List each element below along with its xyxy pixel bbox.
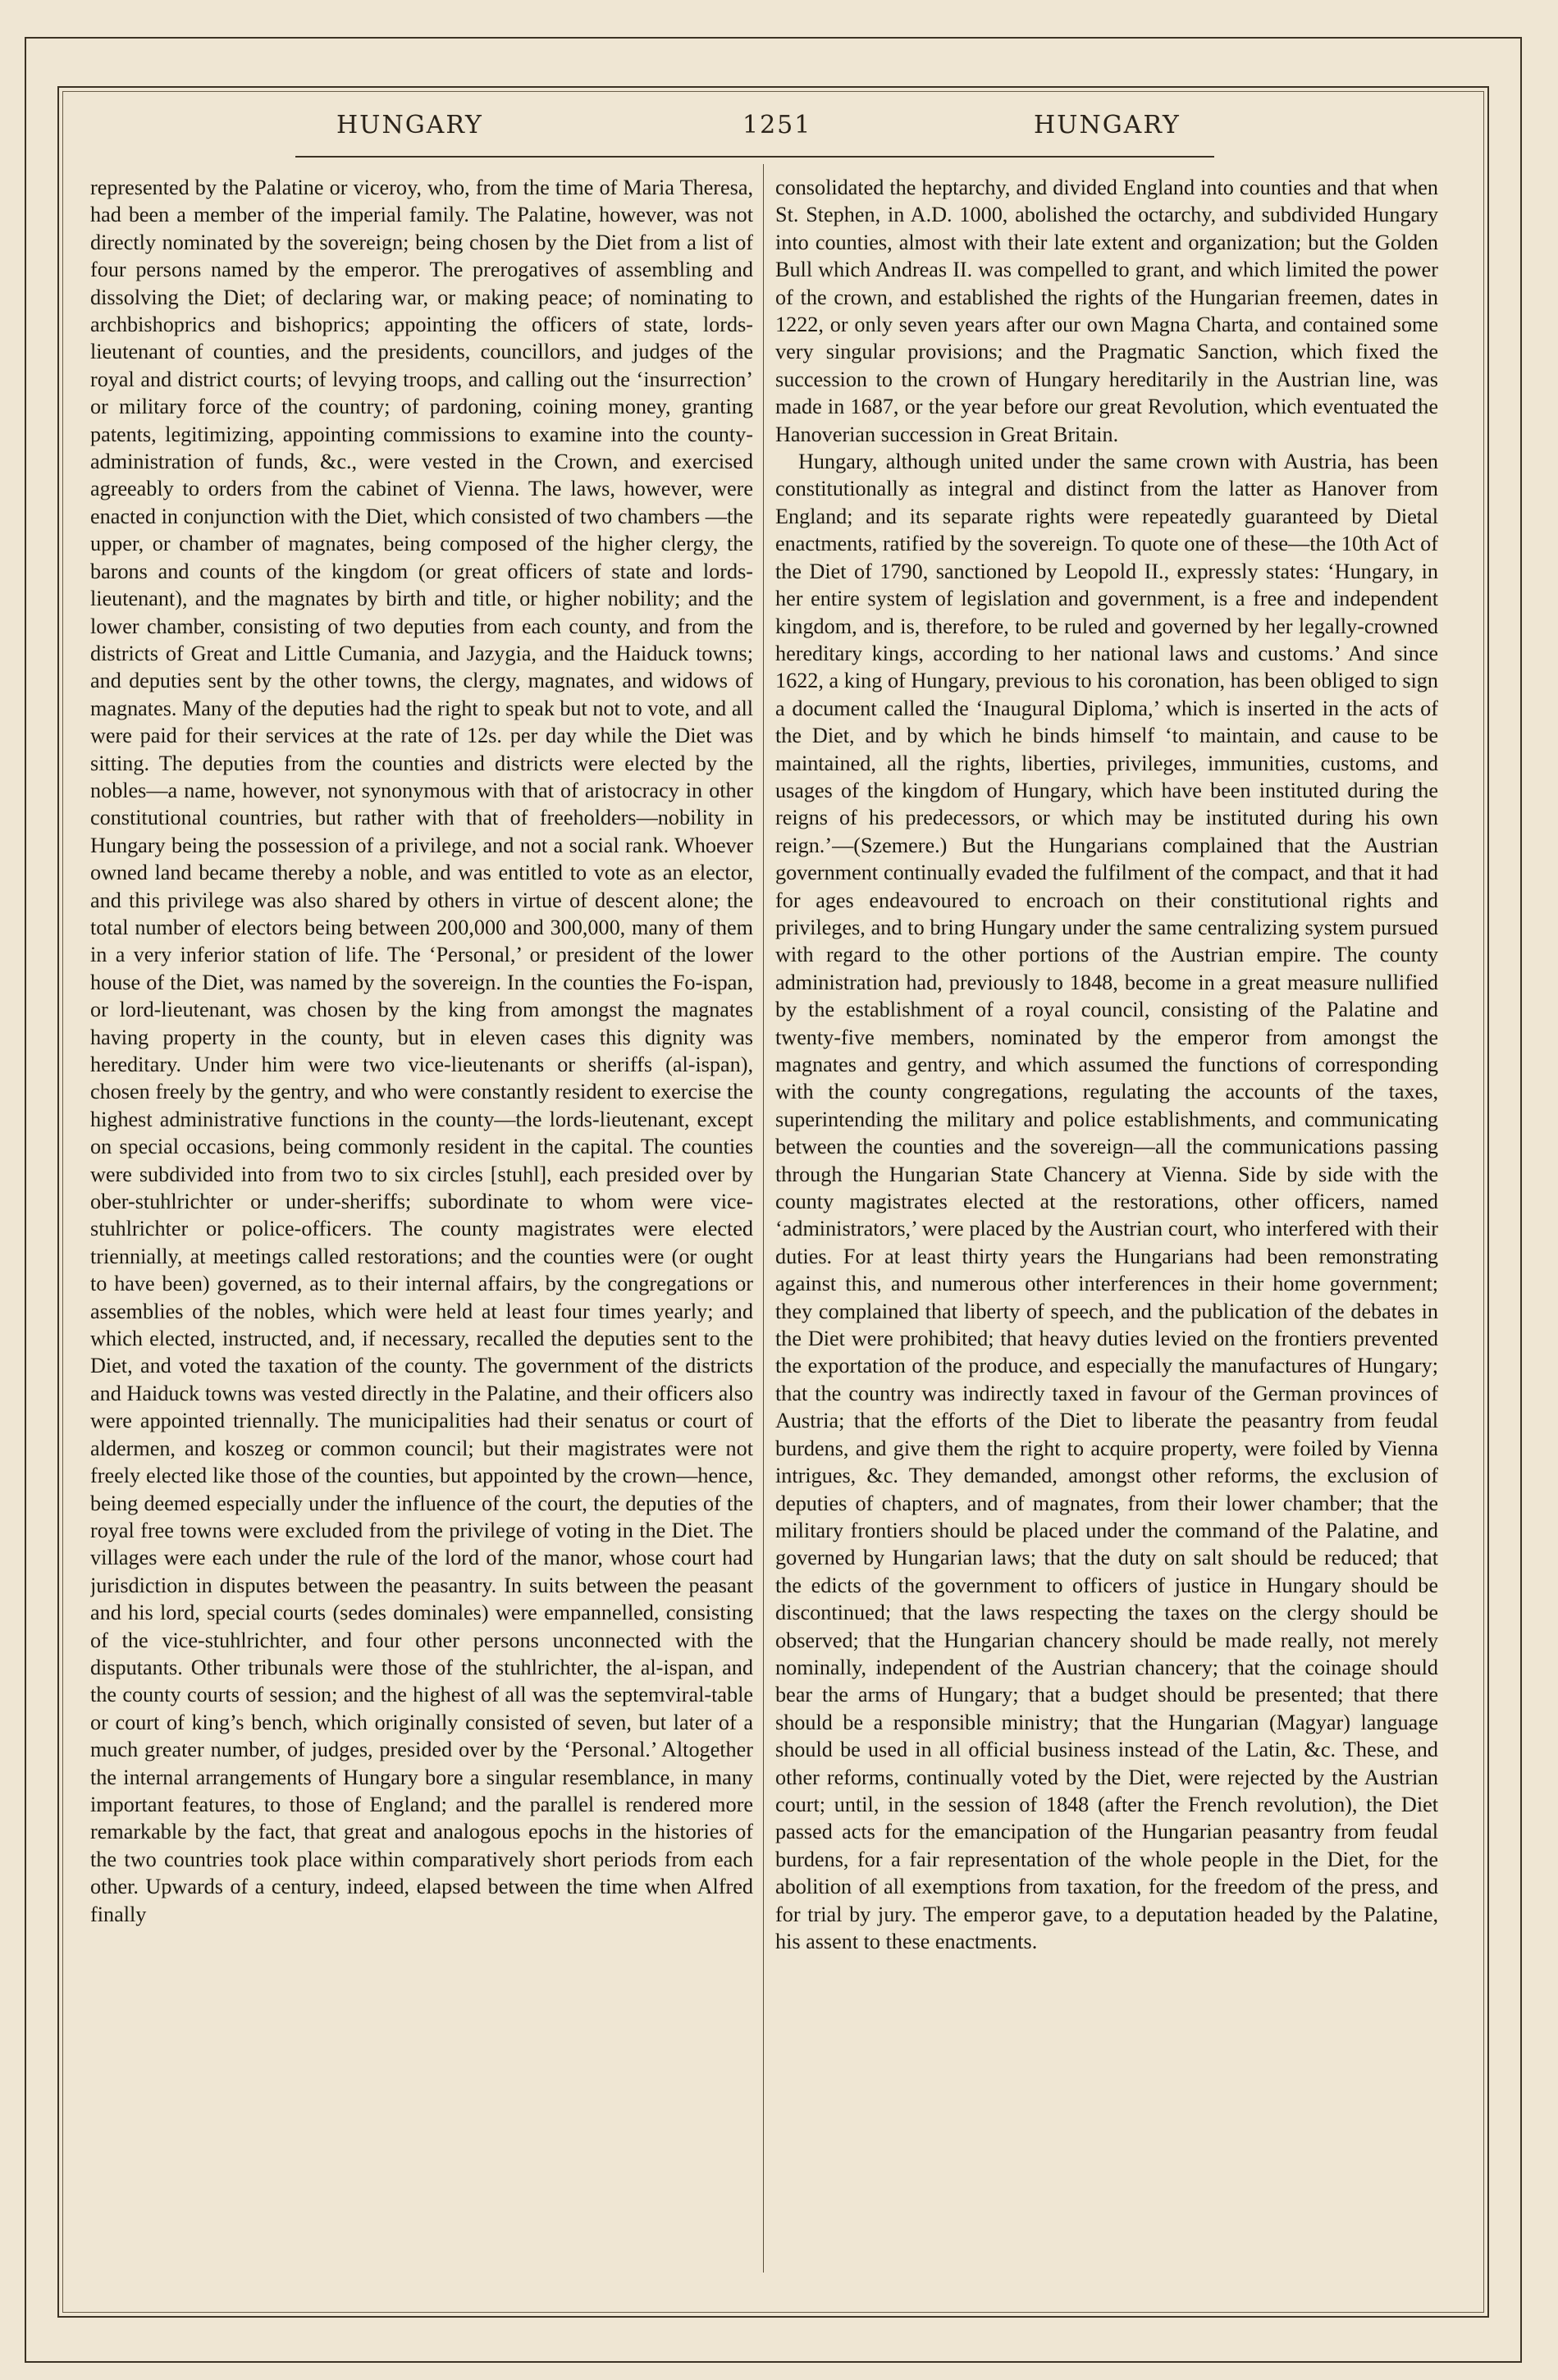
right-paragraph: consolidated the heptarchy, and divided England into counties and that when St. Stephen, in A.D. 1000, abolished the octarchy, and subdivided Hungary into counties, almost with their late extent and organization; but the Golden Bull which Andreas II. was compelled to grant, and which limited the power of the crown, and established the rights of the Hungarian freemen, dates in 1222, or only seven years after our own Magna Charta, and contained some very singular provisions; and the Pragmatic Sanction, which fixed the succession to the crown of Hungary hereditarily in the Austrian line, was made in 1687, or the year before our great Revolution, which eventuated the Hanoverian succession in Great Britain. [775, 176, 1438, 446]
column-divider [763, 164, 764, 2273]
left-paragraph: represented by the Palatine or viceroy, who, from the time of Maria Theresa, had been a member of the imperial family. The Palatine, however, was not directly nominated by the sovereign; being chosen by the Diet from a list of four persons named by the emperor. The prerogatives of assembling and dissolving the Diet; of declaring war, or making peace; of nominating to archbishoprics and bishoprics; appointing the officers of state, lords-lieutenant of counties, and the presidents, councillors, and judges of the royal and district courts; of levying troops, and calling out the ‘insurrection’ or military force of the country; of pardoning, coining money, granting patents, legitimizing, appointing commissions to examine into the county-administration of funds, &c., were vested in the Crown, and exercised agreeably to orders from the cabinet of Vienna. The laws, however, were enacted in conjunction with the Diet, which consisted of two chambers —the upper, or chamber of magnates, being composed of the higher clergy, the barons and counts of the kingdom (or great officers of state and lords-lieutenant), and the magnates by birth and title, or higher nobility; and the lower chamber, consisting of two deputies from each county, and from the districts of Great and Little Cumania, and Jazygia, and the Haiduck towns; and deputies sent by the other towns, the clergy, magnates, and widows of magnates. Many of the deputies had the right to speak but not to vote, and all were paid for their services at the rate of 12s. per day while the Diet was sitting. The deputies from the counties and districts were elected by the nobles—a name, however, not synonymous with that of aristocracy in other constitutional countries, but rather with that of freeholders—nobility in Hungary being the possession of a privilege, and not a social rank. Whoever owned land became thereby a noble, and was entitled to vote as an elector, and this privilege was also shared by others in virtue of descent alone; the total number of electors being between 200,000 and 300,000, many of them in a very inferior station of life. The ‘Personal,’ or president of the lower house of the Diet, was named by the sovereign. In the counties the Fo-ispan, or lord-lieutenant, was chosen by the king from amongst the magnates having property in the county, but in eleven cases this dignity was hereditary. Under him were two vice-lieutenants or sheriffs (al-ispan), chosen freely by the gentry, and who were constantly resident to exercise the highest administrative functions in the county—the lords-lieutenant, except on special occasions, being commonly resident in the capital. The counties were subdivided into from two to six circles [stuhl], each presided over by ober-stuhlrichter or under-sheriffs; subordinate to whom were vice-stuhlrichter or police-officers. The county magistrates were elected triennially, at meetings called restorations; and the counties were (or ought to have been) governed, as to their internal affairs, by the congregations or assemblies of the nobles, which were held at least four times yearly; and which elected, instructed, and, if necessary, recalled the deputies sent to the Diet, and voted the taxation of the county. The government of the districts and Haiduck towns was vested directly in the Palatine, and their officers also were appointed triennally. The municipalities had their senatus or court of aldermen, and koszeg or common council; but their magistrates were not freely elected like those of the counties, but appointed by the crown—hence, being deemed especially under the influence of the court, the deputies of the royal free towns were excluded from the privilege of voting in the Diet. The villages were each under the rule of the lord of the manor, whose court had jurisdiction in disputes between the peasantry. In suits between the peasant and his lord, special courts (sedes dominales) were empannelled, consisting of the vice-stuhlrichter, and four other persons unconnected with the disputants. Other tribunals were those of the stuhlrichter, the al-ispan, and the county courts of session; and the highest of all was the septemviral-table or court of king’s bench, which originally consisted of seven, but later of a much greater number, of judges, presided over by the ‘Personal.’ Altogether the internal arrangements of Hungary bore a singular resemblance, in many important features, to those of England; and the parallel is rendered more remarkable by the fact, that great and analogous epochs in the histories of the two countries took place within comparatively short periods from each other. Upwards of a century, indeed, elapsed between the time when Alfred finally [90, 176, 753, 1926]
right-column [775, 174, 1438, 2274]
running-head-left: HUNGARY [336, 111, 483, 139]
header-rule [295, 156, 1214, 158]
right-paragraph: Hungary, although united under the same crown with Austria, has been constitutionally as integral and distinct from the latter as Hanover from England; and its separate rights were repeatedly guaranteed by Dietal enactments, ratified by the sovereign. To quote one of these—the 10th Act of the Diet of 1790, sanctioned by Leopold II., expressly states: ‘Hungary, in her entire system of legislation and government, is a free and independent kingdom, and is, therefore, to be ruled and governed by her legally-crowned hereditary kings, according to her national laws and customs.’ And since 1622, a king of Hungary, previous to his coronation, has been obliged to sign a document called the ‘Inaugural Diploma,’ which is inserted in the acts of the Diet, and by which he binds himself ‘to maintain, and cause to be maintained, all the rights, liberties, privileges, immunities, customs, and usages of the kingdom of Hungary, which have been instituted during the reigns of his predecessors, or which may be instituted during his own reign.’—(Szemere.) But the Hungarians complained that the Austrian government continually evaded the fulfilment of the compact, and that it had for ages endeavoured to encroach on their constitutional rights and privileges, and to bring Hungary under the same centralizing system pursued with regard to the other portions of the Austrian empire. The county administration had, previously to 1848, become in a great measure nullified by the establishment of a royal council, consisting of the Palatine and twenty-five members, nominated by the emperor from amongst the magnates and gentry, and which assumed the functions of corresponding with the county congregations, regulating the accounts of the taxes, superintending the military and police establishments, and communicating between the counties and the sovereign—all the communications passing through the Hungarian State Chancery at Vienna. Side by side with the county magistrates elected at the restorations, other officers, named ‘administrators,’ were placed by the Austrian court, who interfered with their duties. For at least thirty years the Hungarians had been remonstrating against this, and numerous other interferences in their home government; they complained that liberty of speech, and the publication of the debates in the Diet were prohibited; that heavy duties levied on the frontiers prevented the exportation of the produce, and especially the manufactures of Hungary; that the country was indirectly taxed in favour of the German provinces of Austria; that the efforts of the Diet to liberate the peasantry from feudal burdens, and give them the right to acquire property, were foiled by Vienna intrigues, &c. They demanded, amongst other reforms, the exclusion of deputies of chapters, and of magnates, from their lower chamber; that the military frontiers should be placed under the command of the Palatine, and governed by Hungarian laws; that the duty on salt should be reduced; that the edicts of the government to officers of justice in Hungary should be discontinued; that the laws respecting the taxes on the clergy should be observed; that the Hungarian chancery should be made really, not merely nominally, independent of the Austrian chancery; that the coinage should bear the arms of Hungary; that a budget should be presented; that there should be a responsible ministry; that the Hungarian (Magyar) language should be used in all official business instead of the Latin, &c. These, and other reforms, continually voted by the Diet, were rejected by the Austrian court; until, in the session of 1848 (after the French revolution), the Diet passed acts for the emancipation of the Hungarian peasantry from feudal burdens, for a fair representation of the whole people in the Diet, for the abolition of all exemptions from taxation, for the freedom of the press, and for trial by jury. The emperor gave, to a deputation headed by the Palatine, his assent to these enactments. [775, 450, 1438, 1953]
left-column [90, 174, 753, 2274]
page-number: 1251 [742, 111, 812, 139]
running-head-right: HUNGARY [1034, 111, 1181, 139]
